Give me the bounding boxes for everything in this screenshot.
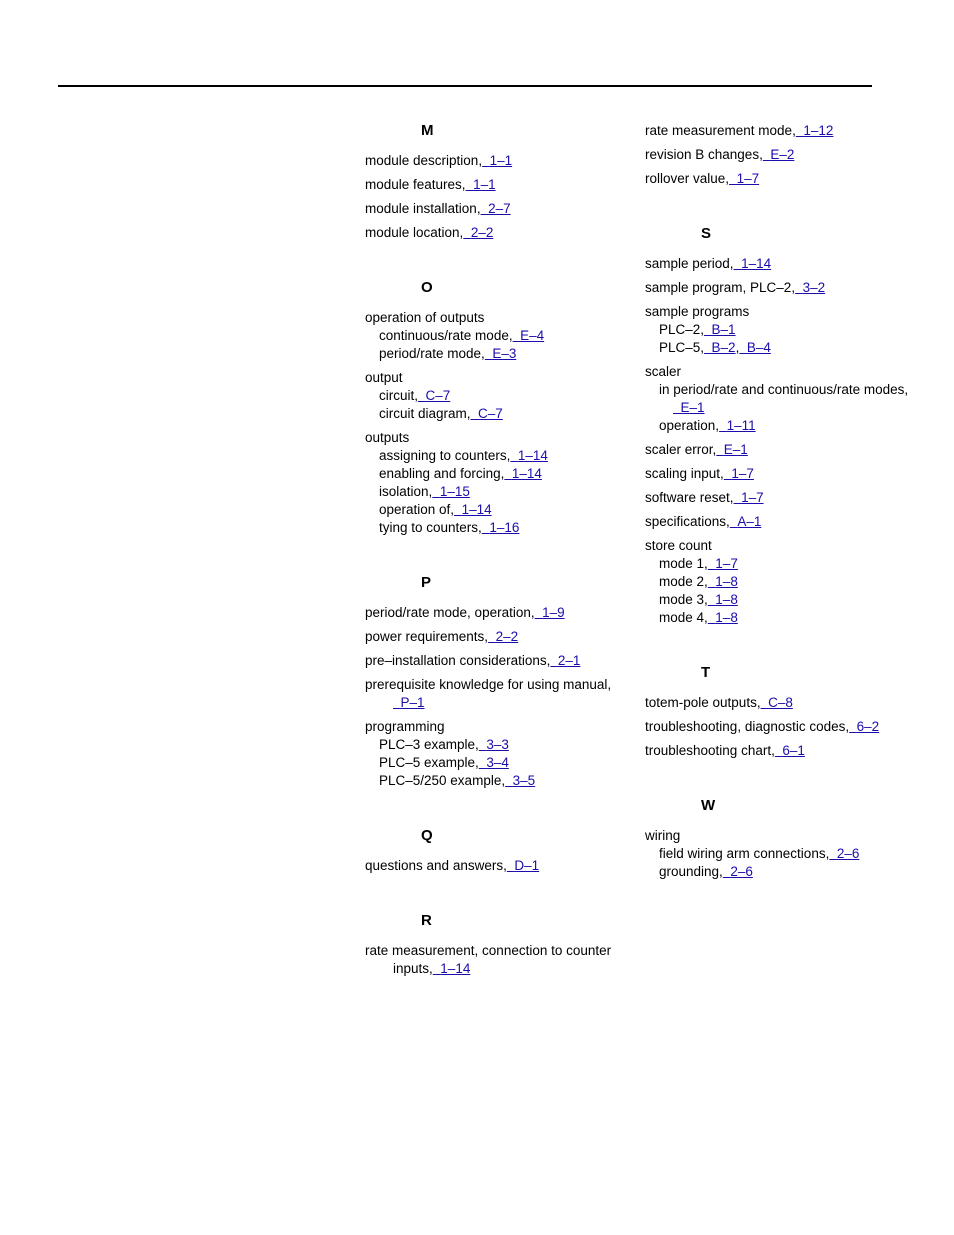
index-entry — [645, 170, 915, 188]
index-line — [645, 146, 915, 164]
index-entry — [645, 489, 915, 507]
index-line — [645, 399, 915, 417]
page-reference-link[interactable]: 1–9 — [542, 605, 565, 620]
index-term: inputs, — [393, 961, 433, 976]
index-section — [645, 225, 915, 627]
index-line — [365, 604, 615, 622]
index-line — [365, 224, 615, 242]
index-entry — [365, 857, 615, 875]
section-letter: W — [701, 797, 716, 814]
page-reference-link[interactable]: 2–2 — [470, 225, 494, 240]
index-line — [645, 591, 915, 609]
index-entry — [365, 429, 615, 537]
page-reference-link[interactable]: E–1 — [723, 442, 748, 457]
page-reference-link[interactable]: 1–7 — [741, 490, 764, 505]
index-entry — [645, 718, 915, 736]
index-section — [645, 797, 915, 881]
index-term: scaler — [645, 364, 682, 379]
section-letter: P — [421, 574, 432, 591]
index-term: pre–installation considerations, — [365, 653, 551, 668]
index-line — [645, 381, 915, 399]
index-line — [365, 345, 615, 363]
index-term: scaler error, — [645, 442, 717, 457]
index-term: sample program, PLC–2, — [645, 280, 796, 295]
index-line — [365, 857, 615, 875]
index-line — [645, 489, 915, 507]
index-term: totem-pole outputs, — [645, 695, 761, 710]
page-reference-link[interactable]: B–4 — [746, 340, 771, 355]
page-reference-link[interactable]: C–7 — [425, 388, 451, 403]
index-term: module location, — [365, 225, 464, 240]
index-line — [365, 309, 615, 327]
page-reference-link[interactable]: 2–7 — [488, 201, 511, 216]
page-reference-link[interactable]: C–8 — [768, 695, 793, 710]
index-entry — [365, 604, 615, 622]
index-line — [645, 303, 915, 321]
index-line — [365, 519, 615, 537]
index-entry — [365, 718, 615, 790]
page-reference-link[interactable]: 3–2 — [802, 280, 826, 295]
index-term: troubleshooting, diagnostic codes, — [645, 719, 850, 734]
index-section — [365, 122, 615, 242]
index-line — [645, 465, 915, 483]
page-reference-link[interactable]: 1–14 — [741, 256, 772, 271]
page-reference-link[interactable]: 2–1 — [557, 653, 581, 668]
index-line — [645, 694, 915, 712]
index-term: field wiring arm connections, — [659, 846, 830, 861]
index-section — [645, 664, 915, 760]
index-line: PLC–5, B–2, B–4 — [659, 340, 771, 355]
page-reference-link[interactable]: 1–11 — [726, 418, 756, 433]
index-entry — [645, 742, 915, 760]
index-entry — [645, 537, 915, 627]
index-line — [365, 718, 615, 736]
index-term: in period/rate and continuous/rate modes, — [659, 382, 909, 397]
index-entry — [365, 369, 615, 423]
index-term: power requirements, — [365, 629, 489, 644]
index-line — [645, 321, 915, 339]
index-term: sample period, — [645, 256, 734, 271]
page-reference-link[interactable]: 2–6 — [730, 864, 753, 879]
index-line — [365, 628, 615, 646]
index-column-left — [365, 122, 615, 1015]
index-term: continuous/rate mode, — [379, 328, 513, 343]
index-entry — [365, 628, 615, 646]
section-letter: T — [701, 664, 711, 681]
page-reference-link[interactable]: 3–5 — [512, 773, 536, 788]
index-entry — [645, 303, 915, 357]
index-term: circuit, — [379, 388, 419, 403]
index-line — [365, 736, 615, 754]
page-reference-link[interactable]: 1–8 — [715, 574, 738, 589]
index-term: module features, — [365, 177, 466, 192]
index-term: mode 2, — [659, 574, 708, 589]
section-letter: M — [421, 122, 434, 139]
index-line — [645, 279, 915, 297]
index-column-right — [645, 122, 915, 918]
index-entry — [645, 827, 915, 881]
index-term: isolation, — [379, 484, 433, 499]
index-term: revision B changes, — [645, 147, 763, 162]
index-section — [365, 827, 615, 875]
index-term: assigning to counters, — [379, 448, 511, 463]
index-section — [645, 122, 915, 188]
index-section — [365, 912, 615, 978]
index-entry — [365, 652, 615, 670]
page-reference-link[interactable]: 1–12 — [803, 123, 834, 138]
index-term: PLC–3 example, — [379, 737, 479, 752]
index-line — [365, 960, 615, 978]
page-reference-link[interactable]: 3–4 — [486, 755, 509, 770]
page-reference-link[interactable]: D–1 — [514, 858, 540, 873]
index-term: operation, — [659, 418, 720, 433]
index-term: period/rate mode, operation, — [365, 605, 535, 620]
index-term: period/rate mode, — [379, 346, 485, 361]
index-term: enabling and forcing, — [379, 466, 505, 481]
index-term: operation of outputs — [365, 310, 485, 325]
index-entry — [645, 465, 915, 483]
page-reference-link[interactable]: E–4 — [520, 328, 545, 343]
index-line — [365, 465, 615, 483]
index-line — [365, 447, 615, 465]
index-term: scaling input, — [645, 466, 724, 481]
page-reference-link[interactable]: 1–14 — [517, 448, 548, 463]
index-entry — [365, 176, 615, 194]
page-reference-link[interactable]: 1–7 — [736, 171, 760, 186]
index-term: questions and answers, — [365, 858, 507, 873]
index-line — [365, 501, 615, 519]
header-rule — [58, 85, 872, 87]
index-line — [365, 429, 615, 447]
index-term: software reset, — [645, 490, 734, 505]
index-line — [365, 676, 615, 694]
index-line — [365, 652, 615, 670]
page-reference-link[interactable]: 1–14 — [511, 466, 542, 481]
page-reference-link[interactable]: 1–14 — [461, 502, 492, 517]
index-line — [645, 170, 915, 188]
index-entry — [645, 279, 915, 297]
index-term: outputs — [365, 430, 410, 445]
page-reference-link[interactable]: E–3 — [492, 346, 517, 361]
index-entry — [645, 694, 915, 712]
page-reference-link[interactable]: 1–14 — [440, 961, 471, 976]
index-entry — [645, 255, 915, 273]
index-line — [645, 555, 915, 573]
index-term: operation of, — [379, 502, 455, 517]
index-term: output — [365, 370, 403, 385]
page-reference-link[interactable]: B–2 — [711, 340, 736, 355]
index-line — [645, 122, 915, 140]
section-letter: Q — [421, 827, 433, 844]
index-entry — [365, 224, 615, 242]
index-line — [365, 327, 615, 345]
index-section — [365, 279, 615, 537]
index-line — [645, 513, 915, 531]
page-reference-link[interactable]: 2–6 — [836, 846, 860, 861]
index-line — [365, 387, 615, 405]
page-reference-link[interactable]: C–7 — [478, 406, 503, 421]
index-line — [365, 772, 615, 790]
index-term: grounding, — [659, 864, 723, 879]
page-reference-link[interactable]: P–1 — [400, 695, 425, 710]
section-letter: O — [421, 279, 433, 296]
index-term: module description, — [365, 153, 483, 168]
index-term: specifications, — [645, 514, 730, 529]
page-reference-link[interactable]: 1–16 — [489, 520, 520, 535]
index-term: PLC–5, — [659, 340, 705, 355]
index-line — [645, 537, 915, 555]
page-reference-link[interactable]: 1–15 — [439, 484, 470, 499]
page-reference-link[interactable]: 1–1 — [473, 177, 496, 192]
index-line — [365, 176, 615, 194]
index-term: rate measurement, connection to counter — [365, 943, 612, 958]
page-reference-link[interactable]: 1–7 — [715, 556, 738, 571]
page-reference-link[interactable]: 1–1 — [489, 153, 513, 168]
index-term: mode 4, — [659, 610, 708, 625]
index-line — [645, 863, 915, 881]
index-line — [645, 845, 915, 863]
index-line — [365, 152, 615, 170]
index-entry — [365, 152, 615, 170]
index-line — [645, 718, 915, 736]
index-line — [645, 363, 915, 381]
index-line — [365, 369, 615, 387]
index-line — [365, 405, 615, 423]
index-term: prerequisite knowledge for using manual, — [365, 677, 612, 692]
index-line — [645, 742, 915, 760]
index-term: mode 3, — [659, 592, 708, 607]
index-entry — [645, 146, 915, 164]
index-entry — [645, 441, 915, 459]
page-reference-link[interactable]: E–2 — [770, 147, 795, 162]
section-letter: S — [701, 225, 712, 242]
section-letter: R — [421, 912, 432, 929]
index-entry — [645, 513, 915, 531]
page-reference-link[interactable]: 1–7 — [731, 466, 754, 481]
index-term: PLC–2, — [659, 322, 705, 337]
index-line — [645, 573, 915, 591]
index-term: tying to counters, — [379, 520, 482, 535]
page-reference-link[interactable]: A–1 — [737, 514, 762, 529]
index-term: rate measurement mode, — [645, 123, 796, 138]
index-term: circuit diagram, — [379, 406, 471, 421]
page-reference-link[interactable]: 1–8 — [715, 610, 738, 625]
index-line — [365, 942, 615, 960]
index-line — [645, 441, 915, 459]
page-reference-link[interactable]: 6–2 — [856, 719, 880, 734]
index-term: troubleshooting chart, — [645, 743, 775, 758]
index-entry — [365, 200, 615, 218]
index-line — [365, 483, 615, 501]
index-term: PLC–5/250 example, — [379, 773, 506, 788]
index-line — [365, 694, 615, 712]
index-line — [645, 255, 915, 273]
index-entry — [365, 942, 615, 978]
index-line — [365, 200, 615, 218]
index-term: rollover value, — [645, 171, 730, 186]
index-term: module installation, — [365, 201, 481, 216]
page-reference-link[interactable]: 2–2 — [495, 629, 519, 644]
index-line — [645, 609, 915, 627]
index-entry — [365, 309, 615, 363]
index-term: wiring — [645, 828, 681, 843]
index-term: sample programs — [645, 304, 750, 319]
page-reference-link[interactable]: 1–8 — [715, 592, 738, 607]
index-term: store count — [645, 538, 712, 553]
index-term: programming — [365, 719, 445, 734]
index-term: mode 1, — [659, 556, 708, 571]
page-reference-link[interactable]: 3–3 — [486, 737, 509, 752]
index-line — [365, 754, 615, 772]
index-section — [365, 574, 615, 790]
page-reference-link[interactable]: E–1 — [680, 400, 705, 415]
page-reference-link[interactable]: B–1 — [711, 322, 736, 337]
index-term: PLC–5 example, — [379, 755, 479, 770]
index-entry — [645, 122, 915, 140]
index-entry — [365, 676, 615, 712]
index-line — [645, 417, 915, 435]
index-line — [645, 827, 915, 845]
index-entry — [645, 363, 915, 435]
page-reference-link[interactable]: 6–1 — [782, 743, 805, 758]
